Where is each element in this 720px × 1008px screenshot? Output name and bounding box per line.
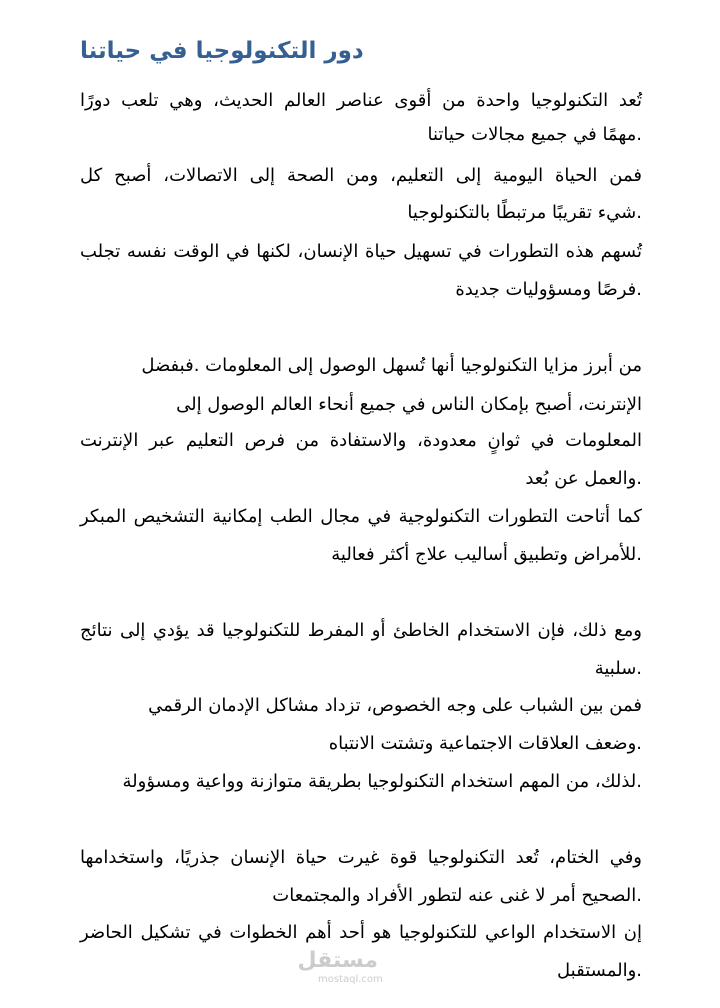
paragraph-line: الإنترنت، أصبح بإمكان الناس في جميع أنحاء العالم الوصول إلى <box>176 394 642 415</box>
paragraph-line: ومع ذلك، فإن الاستخدام الخاطئ أو المفرط للتكنولوجيا قد يؤدي إلى نتائج <box>80 620 642 641</box>
mostaql-watermark <box>297 948 383 990</box>
paragraph-line: .فرصًا ومسؤوليات جديدة <box>455 279 642 300</box>
paragraph-line: .شيء تقريبًا مرتبطًا بالتكنولوجيا <box>407 202 642 223</box>
watermark-logo-text: مستقل <box>297 948 378 973</box>
paragraph-line: .سلبية <box>594 658 642 679</box>
paragraph-line: .مهمًا في جميع مجالات حياتنا <box>427 124 642 145</box>
paragraph-line: وفي الختام، تُعد التكنولوجيا قوة غيرت حياة الإنسان جذريًا، واستخدامها <box>80 847 642 868</box>
paragraph-line: .والمستقبل <box>557 960 642 981</box>
paragraph-line: .للأمراض وتطبيق أساليب علاج أكثر فعالية <box>331 544 642 565</box>
paragraph-line: المعلومات في ثوانٍ معدودة، والاستفادة من فرص التعليم عبر الإنترنت <box>80 430 642 451</box>
paragraph-line: .الصحيح أمر لا غنى عنه لتطور الأفراد والمجتمعات <box>272 885 642 906</box>
document-title: دور التكنولوجيا في حياتنا <box>80 38 364 64</box>
paragraph-line: كما أتاحت التطورات التكنولوجية في مجال الطب إمكانية التشخيص المبكر <box>80 506 642 527</box>
paragraph-line: من أبرز مزايا التكنولوجيا أنها تُسهل الوصول إلى المعلومات .فبفضل <box>141 355 642 376</box>
paragraph-line: .وضعف العلاقات الاجتماعية وتشتت الانتباه <box>328 733 642 754</box>
paragraph-line: .لذلك، من المهم استخدام التكنولوجيا بطريقة متوازنة وواعية ومسؤولة <box>122 771 642 792</box>
paragraph-line: إن الاستخدام الواعي للتكنولوجيا هو أحد أهم الخطوات في تشكيل الحاضر <box>80 922 642 943</box>
paragraph-line: فمن بين الشباب على وجه الخصوص، تزداد مشاكل الإدمان الرقمي <box>148 695 642 716</box>
paragraph-line: .والعمل عن بُعد <box>525 468 642 489</box>
paragraph-line: تُعد التكنولوجيا واحدة من أقوى عناصر العالم الحديث، وهي تلعب دورًا <box>80 90 642 111</box>
paragraph-line: فمن الحياة اليومية إلى التعليم، ومن الصحة إلى الاتصالات، أصبح كل <box>80 165 642 186</box>
watermark-url: mostaql.com <box>318 974 383 985</box>
paragraph-line: تُسهم هذه التطورات في تسهيل حياة الإنسان، لكنها في الوقت نفسه تجلب <box>80 241 642 262</box>
